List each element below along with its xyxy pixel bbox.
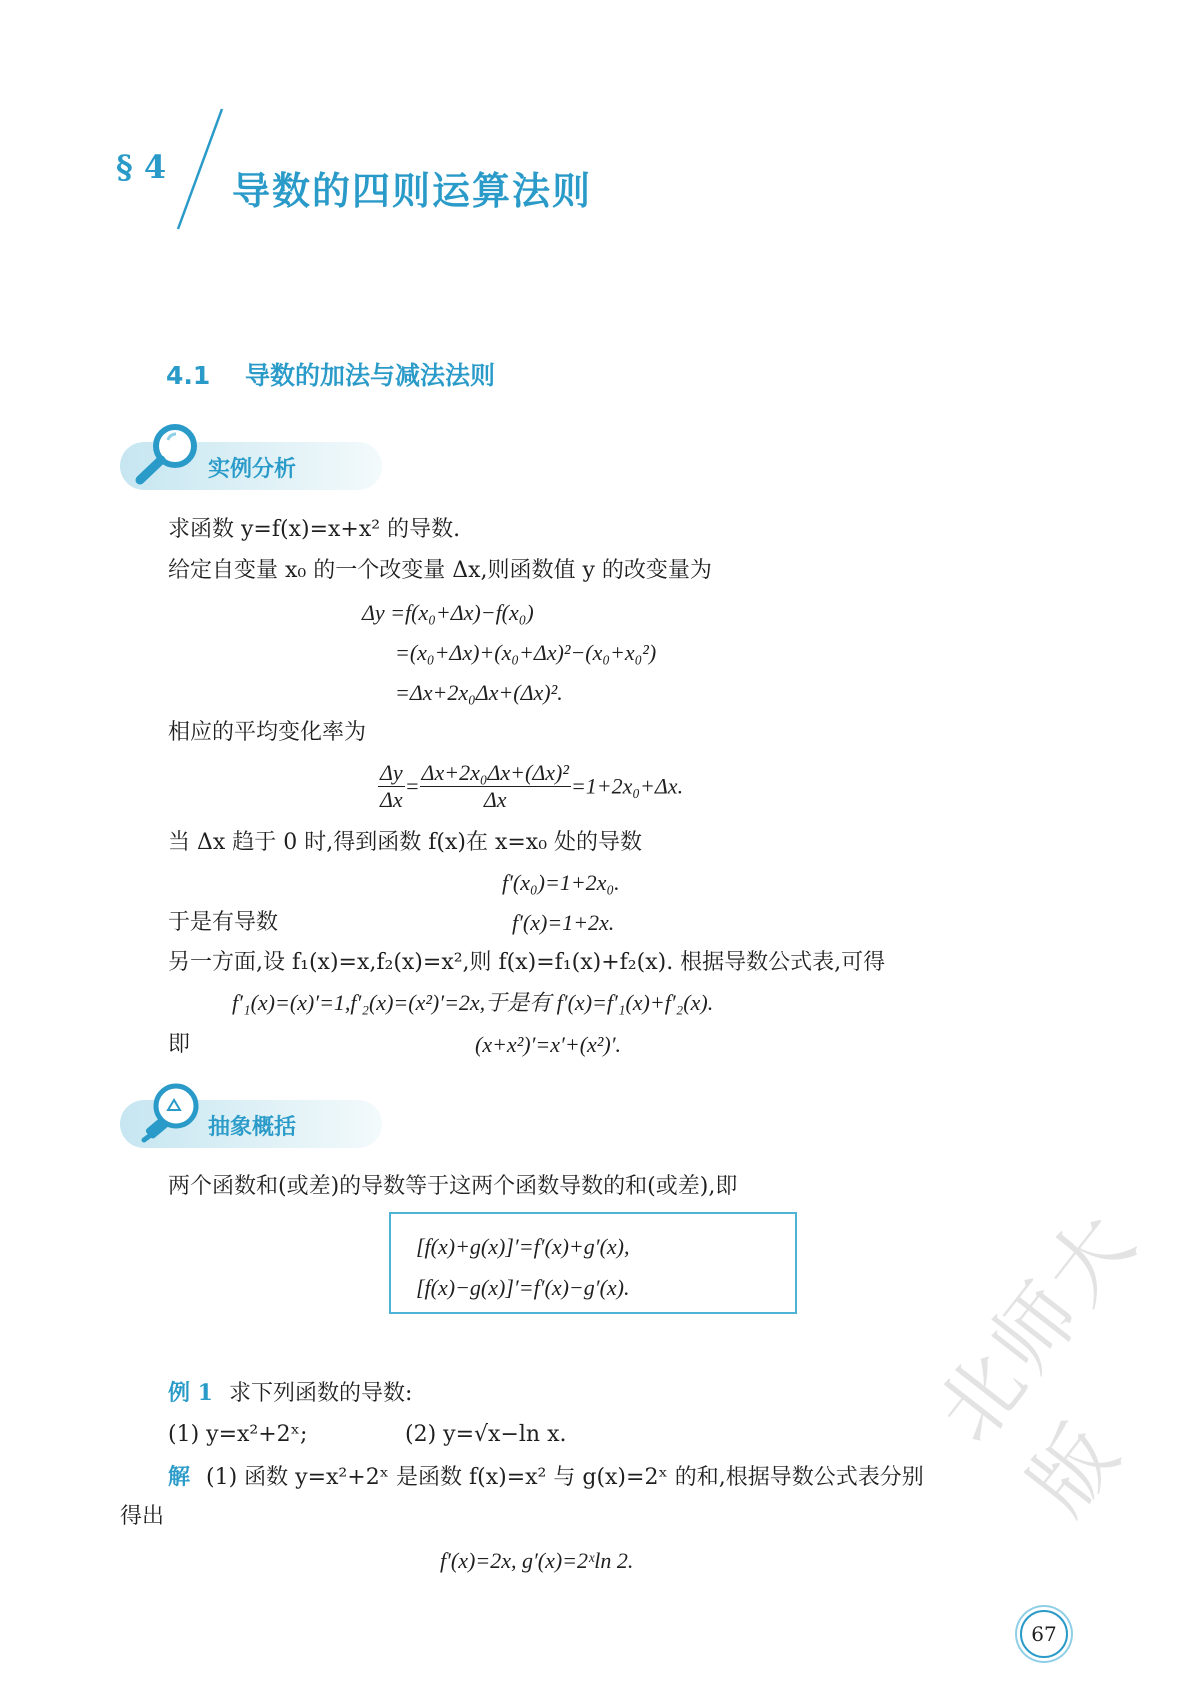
rate-mid-fraction	[420, 760, 571, 813]
limit-text: 当 Δx 趋于 0 时,得到函数 f(x)在 x=x₀ 处的导数	[168, 830, 643, 855]
rule-text: 两个函数和(或差)的导数等于这两个函数导数的和(或差),即	[168, 1174, 738, 1199]
section-slash-divider	[170, 105, 230, 235]
derivation-eq-2: =(x₀+Δx)+(x₀+Δx)²−(x₀+x₀²)	[395, 640, 657, 665]
intro-line-1: 求函数 y=f(x)=x+x² 的导数.	[168, 517, 461, 542]
rate-mid-denominator: Δx	[483, 787, 507, 812]
example-prompt: 求下列函数的导数:	[228, 1381, 413, 1406]
lightbulb-icon	[132, 1076, 212, 1148]
limit-label-2: 于是有导数	[168, 910, 279, 935]
section-number: § 4	[116, 148, 167, 186]
rule-formula-1: [f(x)+g(x)]′=f′(x)+g′(x),	[416, 1234, 630, 1259]
intro-line-2: 给定自变量 x₀ 的一个改变量 Δx,则函数值 y 的改变量为	[168, 558, 712, 583]
example-part-1: (1) y=x²+2ˣ;	[168, 1422, 308, 1447]
rate-rhs: =1+2x₀+Δx.	[570, 773, 684, 799]
solution-label: 解	[168, 1464, 191, 1490]
alt-label-3: 即	[168, 1032, 191, 1057]
watermark: 北师大版	[919, 1193, 1157, 1532]
example-heading	[168, 1378, 412, 1409]
subsection-title: 导数的加法与减法法则	[245, 361, 496, 390]
subsection-heading	[166, 356, 495, 392]
solution-line-2: 得出	[120, 1504, 165, 1529]
subsection-number: 4.1	[166, 361, 211, 390]
rate-mid-numerator: Δx+2x₀Δx+(Δx)²	[421, 760, 569, 785]
solution-text-1: (1) 函数 y=x²+2ˣ 是函数 f(x)=x² 与 g(x)=2ˣ 的和,根据导数公式表分别	[206, 1465, 924, 1490]
rate-equation: $\frac{\Delta y}{\Delta x}$ = $\frac{\text{Δx+2x₀Δx+(Δx)²}}{\Delta x}$ =1+2x₀+Δx.	[380, 760, 684, 812]
alt-line-2: f′₁(x)=(x)′=1,f′₂(x)=(x²)′=2x,于是有 f′(x)=f′₁(x)+f′₂(x).	[232, 990, 714, 1015]
rate-lhs-denominator: Δx	[380, 787, 403, 812]
rate-label: 相应的平均变化率为	[168, 720, 367, 745]
alt-line-1: 另一方面,设 f₁(x)=x,f₂(x)=x²,则 f(x)=f₁(x)+f₂(x). 根据导数公式表,可得	[168, 950, 886, 975]
abstract-badge-label: 抽象概括	[208, 1115, 297, 1140]
limit-eq-2: f′(x)=1+2x.	[512, 910, 615, 935]
alt-eq-3: (x+x²)′=x′+(x²)′.	[475, 1032, 622, 1057]
section-title: 导数的四则运算法则	[232, 169, 593, 213]
solution-line-1	[168, 1462, 924, 1493]
example-label: 例 1	[168, 1380, 213, 1406]
rate-lhs-numerator: Δy	[380, 760, 403, 785]
solution-eq: f′(x)=2x, g′(x)=2ˣln 2.	[440, 1548, 634, 1573]
analysis-badge-label: 实例分析	[208, 457, 297, 482]
page-number: 67	[1020, 1610, 1068, 1658]
limit-eq-1: f′(x₀)=1+2x₀.	[502, 870, 620, 895]
rule-formula-2: [f(x)−g(x)]′=f′(x)−g′(x).	[416, 1275, 630, 1300]
example-part-2: (2) y=√x−ln x.	[405, 1422, 567, 1447]
derivation-eq-1: Δy =f(x₀+Δx)−f(x₀)	[362, 600, 534, 625]
rate-lhs-fraction	[378, 760, 405, 813]
derivation-eq-3: =Δx+2x₀Δx+(Δx)².	[395, 680, 563, 705]
magnifier-icon	[130, 418, 210, 488]
